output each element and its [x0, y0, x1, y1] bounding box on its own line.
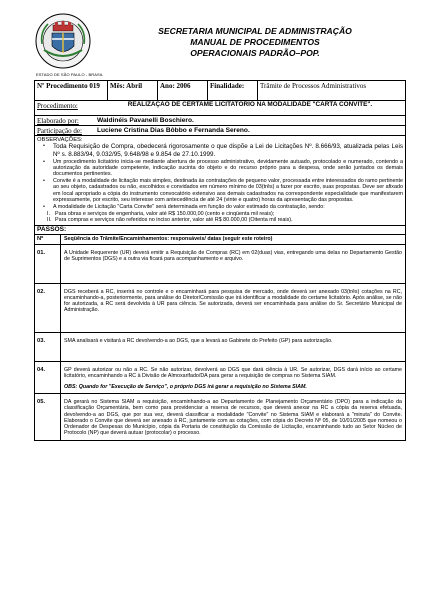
- author-value: Waldinéis Pavanelli Boschiero.: [97, 117, 194, 124]
- participants-label: Participação de:: [37, 127, 82, 135]
- step-text: DA gerará no Sistema SIAM a requisição, encaminhando-a ao Departamento de Planejamento Orçamentário (DPO) para a indicação da classificação Orçamentária, bem como para providenciar a reserva de recursos, que deverá anexar na RC a cópia da reserva efetuada, devolvendo-a ao DGS, que por sua vez, deverá classificar a modalidade "Convite" no Sistema SIAM e elaborará a "minuta" do Convite. Elaborado o Convite que deverá ser anexado à RC, juntamente com as cotações, com cópia do Decreto Nº 05, de 10/01/2005 que nomeou o Ordenador de Despesas do Município, cópia da Portaria de constituição da Comissão de Licitação, encaminhando tudo ao Setor Núcleo de Protocolo (NP) que deverá autuar (protocolar) o processo.: [64, 399, 402, 437]
- step-body: [61, 362, 405, 394]
- observation-item: • Convite é a modalidade de licitação mais simples, destinada às contratações de pequeno valor, processada entre interessados do ramo pertinente ao seu objeto, cadastrados ou não, escolhidos e convidados em número mínimo de 03(três) a fazer por escrito, suas propostas. Deve ser afixado em local apropriado a cópia do instrumento convocatório extensivo aos demais cadastrados na correspondente especialidade que manifestarem expressamente, por escrito, seu interesse com antecedência de até 24 (vinte e quatro) horas da apresentação das propostas.: [43, 178, 404, 204]
- participants-value: Luciene Cristina Dias Bôbbo e Fernanda Sereno.: [97, 127, 250, 134]
- steps-title-row: [35, 226, 405, 235]
- document-header: [34, 12, 404, 77]
- step-text: SMA analisará e visitará a RC devolvendo-a ao DGS, que a levará ao Gabinete do Prefeito (GP) para autorização.: [64, 337, 333, 344]
- observation-item: • A modalidade de Licitação "Carta Convite" será determinada em função do valor estimado da contratação, sendo:: [43, 203, 325, 210]
- step-row: [35, 394, 405, 439]
- steps-label: PASSOS:: [37, 226, 67, 234]
- step-row: [35, 362, 405, 395]
- limit-item: I. Para obras e serviços de engenharia, valor até R$ 150.000,00 (cento e cinqüenta mil reais);: [47, 210, 275, 217]
- steps-sequence-header: Seqüência do Trâmite/Encaminhamentos: responsáveis/ datas (seguir este roteiro): [64, 236, 273, 243]
- procedure-label: Procedimento:: [37, 102, 78, 110]
- observation-item: • Um procedimento licitatório inicia-se mediante abertura de processo administrativo, devidamente autuado, protocolado e numerado, contendo a autorização da autoridade competente, indicação sucinta do objeto e do recurso próprio para a despesa, onde serão juntados os demais documentos pertinentes.: [43, 158, 403, 178]
- step-row: [35, 245, 405, 284]
- meta-row: [35, 81, 405, 101]
- step-text: DGS receberá a RC, inserirá no controle e o encaminhará para pesquisa de mercado, onde deverá ser anexado 03(três) cotações na RC, encaminhando-a, posteriormente, para análise do Diretor/Comissão que irá identificar a modalidade do certame licitatório. Após análise, se não for autorizada, a RC será devolvida à UR para ciência. Se autorizada, deverá ser encaminhada para análise do Sr. Secretário Municipal de Administração.: [64, 288, 402, 314]
- month-field: Mês: Abril: [108, 81, 158, 100]
- observations-body: [35, 136, 405, 225]
- procedure-row: [35, 101, 405, 116]
- municipal-crest-icon: [34, 12, 92, 70]
- title-line-1: SECRETARIA MUNICIPAL DE ADMINISTRAÇÃO: [158, 26, 352, 36]
- observations-label: OBSERVAÇÕES:: [37, 137, 83, 143]
- step-number: 01.: [35, 245, 61, 283]
- limit-item: II. Para compras e serviços não referidos no inciso anterior, valor até R$ 80.000,00 (Oitenta mil reais).: [47, 217, 293, 224]
- step-note: OBS: Quando for "Execução de Serviço", o próprio DGS irá gerar a requisição no Sistema SIAM.: [64, 384, 307, 391]
- author-row: [35, 116, 405, 126]
- procedure-document: [34, 80, 406, 441]
- crest-caption: ESTADO DE SÃO PAULO - BRASIL: [36, 72, 104, 77]
- year-field: Ano: 2006: [158, 81, 208, 100]
- step-number: 05.: [35, 394, 61, 439]
- step-number: 03.: [35, 333, 61, 361]
- title-line-3: OPERACIONAIS PADRÃO–POP.: [190, 48, 320, 58]
- observation-item: • Toda Requisição de Compra, obedecerá rigorosamente o que dispõe a Lei de Licitações Nº. 8.666/93, atualizada pelas Leis Nº s. 8.883/94, 9.032/95, 9.648/98 e 9.854 de 27.10.1999.: [43, 143, 403, 158]
- purpose-value: Trâmite de Processos Administrativos: [260, 82, 367, 90]
- step-text: GP deverá autorizar ou não a RC. Se não autorizar, devolverá ao DGS que dará ciência à UR. Se autorizar, DGS dará início ao certame licitatório, encaminhando a RC à Divisão de Almoxarifado/DA para gerar a requisição de compras no Sistema SIAM.: [64, 366, 402, 379]
- observations-section: [35, 136, 405, 226]
- step-number: 04.: [35, 362, 61, 394]
- purpose-label: Finalidade:: [208, 81, 258, 100]
- procedure-value: REALIZAÇÃO DE CERTAME LICITATÓRIO NA MODALIDADE "CARTA CONVITE".: [127, 101, 373, 108]
- participants-row: [35, 126, 405, 136]
- steps-number-header: Nº: [35, 235, 61, 243]
- step-row: [35, 333, 405, 362]
- document-title: [110, 26, 400, 59]
- title-line-2: MANUAL DE PROCEDIMENTOS: [190, 37, 320, 47]
- author-label: Elaborado por:: [37, 117, 79, 125]
- steps-header-row: [35, 235, 405, 244]
- step-number: 02.: [35, 284, 61, 332]
- procedure-number: Nº Procedimento 019: [35, 81, 108, 100]
- step-row: [35, 284, 405, 333]
- step-text: A Unidade Requerente (UR) deverá emitir a Requisição de Compras (RC) em 02(duas) vias, entregando uma delas no Departamento Gestão de Suprimentos (DGS) e a outra via ficará para acompanhamento e arquivo.: [64, 249, 402, 262]
